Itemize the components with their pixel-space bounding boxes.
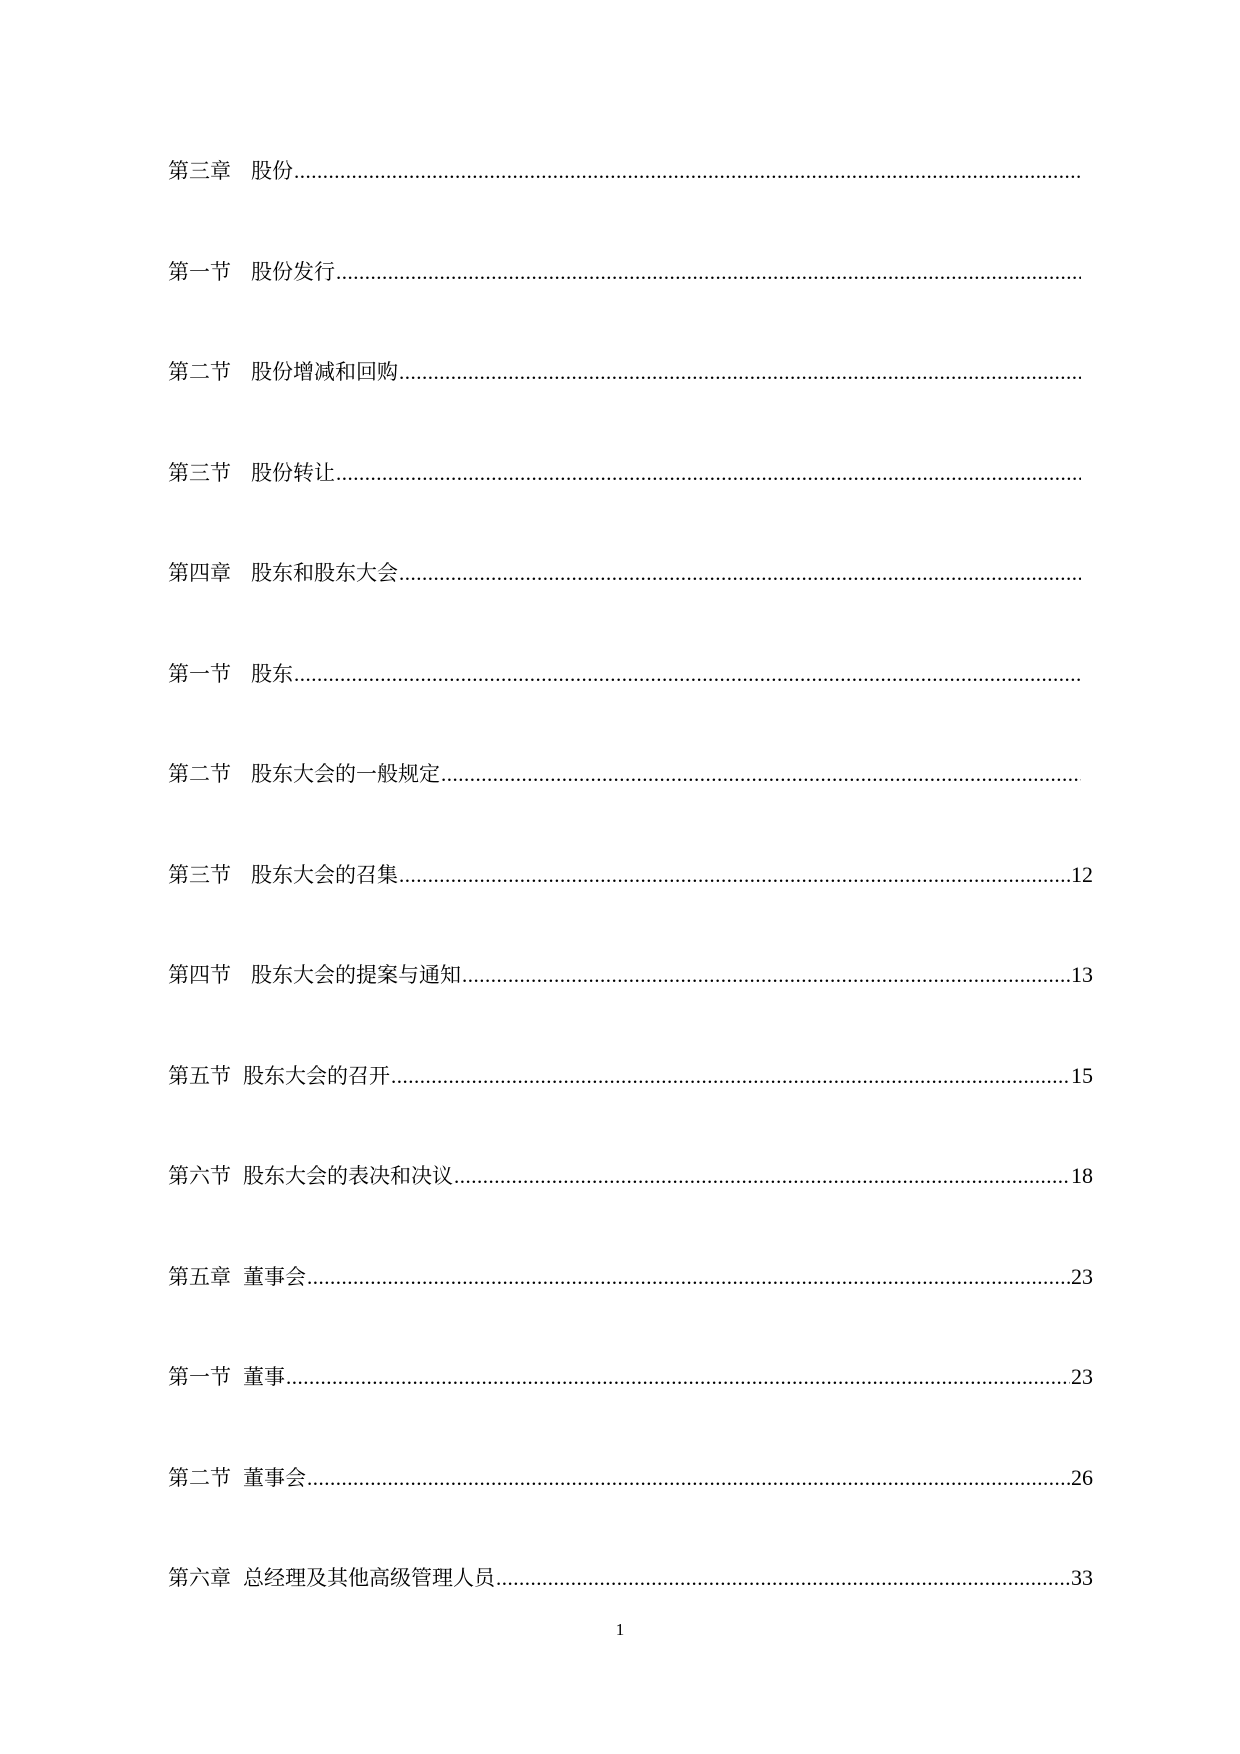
toc-entry-number: 第一节 [168,259,231,284]
toc-entry-number: 第五章 [168,1264,231,1289]
toc-entry-title: 董事 [243,1365,285,1389]
toc-entry-number: 第四节 [168,963,231,987]
toc-entry-number: 第四章 [168,561,231,585]
toc-entry[interactable] [168,157,1093,258]
toc-entry-page: 23 [1071,1263,1093,1289]
toc-entry-label [168,258,335,286]
toc-entry-title: 董事会 [243,1465,306,1490]
toc-entry-page: 15 [1071,1062,1093,1088]
toc-entry-label [168,358,398,386]
toc-entry-number: 第一节 [168,1365,231,1389]
toc-entry-title: 股份增减和回购 [251,360,398,384]
page-number: 1 [615,1620,625,1639]
toc-entry-label [168,660,293,688]
toc-entry-title: 股东大会的召开 [243,1063,390,1088]
toc-entry-page: 12 [1071,861,1093,887]
toc-entry[interactable] [168,1464,1093,1565]
toc-entry[interactable] [168,1062,1093,1163]
toc-leader-dots [391,1062,1070,1090]
toc-entry-page: 33 [1071,1565,1093,1590]
toc-leader-dots [336,258,1081,286]
toc-entry-page: 26 [1071,1464,1093,1490]
toc-entry-title: 股份发行 [251,259,335,284]
toc-entry-number: 第三节 [168,862,231,887]
toc-leader-dots [454,1162,1070,1190]
toc-entry-label [168,1464,306,1492]
toc-entry[interactable] [168,258,1093,359]
toc-entry-label [168,559,398,587]
toc-entry-title: 股份 [251,159,293,183]
toc-entry-page: 13 [1071,962,1093,987]
toc-leader-dots [294,157,1081,185]
toc-leader-dots [286,1363,1070,1391]
toc-entry-title: 股东 [251,661,293,686]
toc-leader-dots [462,961,1070,989]
toc-entry-label [168,861,398,889]
toc-leader-dots [399,559,1081,587]
toc-entry-number: 第三节 [168,460,231,485]
toc-entry[interactable] [168,1564,1093,1665]
toc-entry-title: 股东大会的提案与通知 [251,963,461,987]
toc-entry-title: 总经理及其他高级管理人员 [243,1566,495,1590]
toc-leader-dots [294,660,1081,688]
toc-entry[interactable] [168,760,1093,861]
toc-entry-title: 股东大会的召集 [251,862,398,887]
toc-entry-label [168,1564,495,1592]
toc-entry-number: 第六节 [168,1164,231,1188]
toc-leader-dots [336,459,1081,487]
toc-entry[interactable] [168,660,1093,761]
toc-entry-title: 股东大会的表决和决议 [243,1164,453,1188]
toc-leader-dots [307,1263,1070,1291]
toc-entry[interactable] [168,861,1093,962]
toc-leader-dots [307,1464,1070,1492]
toc-entry-number: 第三章 [168,159,231,183]
toc-entry-number: 第五节 [168,1063,231,1088]
toc-entry-number: 第二节 [168,1465,231,1490]
toc-entry-label [168,1062,390,1090]
toc-entry[interactable] [168,1363,1093,1464]
toc-leader-dots [441,760,1081,788]
toc-entry-label [168,459,335,487]
toc-entry-label [168,961,461,989]
toc-entry[interactable] [168,1263,1093,1364]
toc-entry-title: 股东大会的一般规定 [251,762,440,786]
toc-entry[interactable] [168,961,1093,1062]
toc-entry-label [168,1263,306,1291]
toc-entry[interactable] [168,559,1093,660]
toc-leader-dots [399,358,1081,386]
toc-entry-number: 第二节 [168,360,231,384]
toc-entry[interactable] [168,459,1093,560]
toc-entry-page: 23 [1071,1364,1093,1389]
toc-leader-dots [399,861,1070,889]
toc-entry-number: 第二节 [168,762,231,786]
table-of-contents [168,157,1093,1665]
toc-entry-label [168,1363,285,1391]
toc-entry-title: 股东和股东大会 [251,561,398,585]
toc-entry-label [168,760,440,788]
toc-entry[interactable] [168,1162,1093,1263]
toc-entry-title: 董事会 [243,1264,306,1289]
toc-leader-dots [496,1564,1070,1592]
toc-entry[interactable] [168,358,1093,459]
toc-entry-number: 第一节 [168,661,231,686]
toc-entry-page: 18 [1071,1163,1093,1188]
toc-entry-label [168,1162,453,1190]
toc-entry-title: 股份转让 [251,460,335,485]
toc-entry-label [168,157,293,185]
toc-entry-number: 第六章 [168,1566,231,1590]
